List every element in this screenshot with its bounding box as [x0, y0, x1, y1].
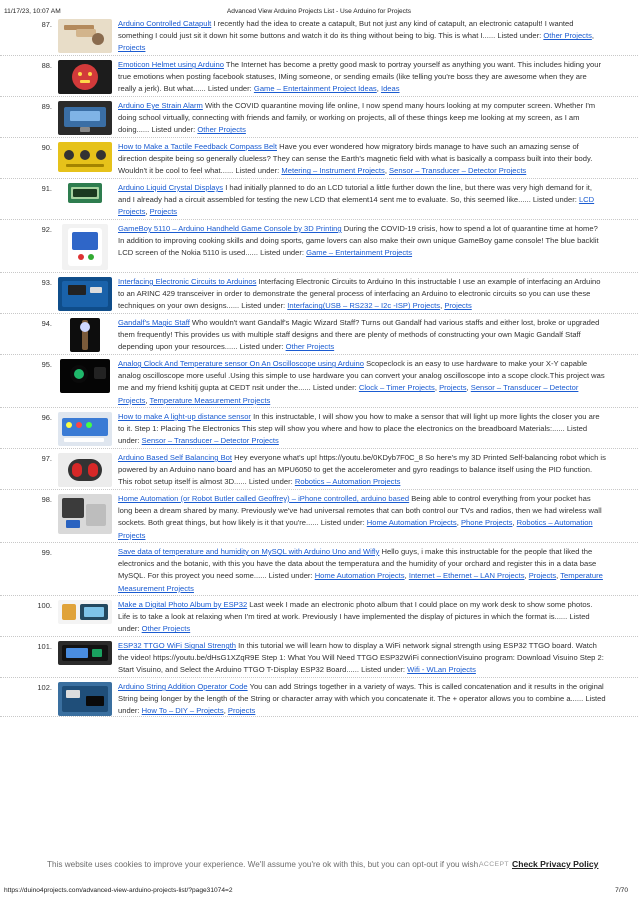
- thumbnail-detail: [66, 648, 88, 658]
- item-description: [118, 452, 606, 489]
- project-list-item: [0, 450, 638, 490]
- item-description: [118, 59, 606, 96]
- thumbnail-detail: [92, 33, 104, 45]
- category-link[interactable]: Ideas: [380, 84, 400, 94]
- photo-album-esp32-photo[interactable]: [58, 600, 112, 624]
- item-number: 88.: [41, 61, 52, 70]
- project-list-item: [0, 356, 638, 408]
- project-summary: With the COVID quarantine moving life online, I now spend many hours looking at my computer screen. Whether I'm doing school virtually, connecting with friends and family, or working on projects, all of these things keep me looking at my screen, as I am doing...... Listed under:: [118, 101, 596, 135]
- category-separator: ,: [223, 706, 228, 716]
- category-separator: ,: [384, 166, 390, 176]
- item-description: [118, 276, 606, 313]
- thumbnail-detail: [86, 422, 92, 428]
- thumbnail-detail: [64, 438, 104, 442]
- thumbnail-detail: [70, 111, 100, 121]
- thumbnail-detail: [68, 285, 86, 295]
- lcd-display-photo[interactable]: [68, 183, 102, 203]
- distance-sensor-photo[interactable]: [58, 412, 112, 446]
- thumbnail-detail: [86, 696, 104, 706]
- category-link[interactable]: Sensor – Transducer – Detector Projects: [389, 166, 527, 176]
- item-description: [118, 141, 606, 178]
- magic-staff-photo[interactable]: [70, 318, 100, 352]
- category-link[interactable]: How To – DIY – Projects: [141, 706, 224, 716]
- project-summary: During the COVID-19 crisis, how to spend a lot of quarantine time at home? In addition to improving cooking skills and doing sports, game lovers can also make their own unique GameBoy game console! The blue backlit LCD screen of the Nokia 5110 is used...... Listed under:: [118, 224, 599, 258]
- project-list-item: [0, 409, 638, 449]
- thumbnail-detail: [64, 150, 74, 160]
- project-summary: Interfacing Electronic Circuits to Arduino In this instructable I use an example of interfacing an Arduino to an ARINC 429 transceiver in order to demonstrate the general process of interfacing an Arduino to electronic circuits so you can use these techniques on your own designs...... Listed under:: [118, 277, 601, 311]
- print-timestamp: 11/17/23, 10:07 AM: [4, 8, 61, 15]
- category-link[interactable]: Metering – Instrument Projects: [281, 166, 385, 176]
- item-number: 91.: [41, 184, 52, 193]
- project-summary: In this tutorial we will learn how to display a WiFi network signal strength using ESP32 TTGO board. Watch the video! https://youtu.be/dHsG1XZqR9E Step 1: What You Will Need TTGO ESP32WiFi connectionVisuino program: Download Visuino Step 2: Start Visuino, and Select the Arduino TTGO T-Display ESP32 Board...... Listed under:: [118, 641, 604, 675]
- category-separator: ,: [556, 571, 561, 581]
- category-separator: ,: [404, 571, 409, 581]
- category-link[interactable]: Projects: [528, 571, 557, 581]
- compass-belt-photo[interactable]: [58, 142, 112, 172]
- gameboy-console-photo[interactable]: [62, 224, 108, 270]
- item-description: [118, 493, 606, 542]
- catapult-photo[interactable]: [58, 19, 112, 53]
- item-description: [118, 223, 606, 260]
- project-list-item: [0, 491, 638, 543]
- category-link[interactable]: Clock – Timer Projects: [358, 383, 435, 393]
- category-link[interactable]: Projects: [444, 301, 472, 311]
- item-description: [118, 317, 606, 354]
- project-title-link[interactable]: GameBoy 5110 – Arduino Handheld Game Console by 3D Printing: [118, 224, 342, 233]
- item-number: 96.: [41, 413, 52, 422]
- thumbnail-detail: [78, 254, 84, 260]
- project-list-item: [0, 221, 638, 273]
- item-description: [118, 599, 606, 636]
- item-number: 87.: [41, 20, 52, 29]
- emoticon-helmet-photo[interactable]: [58, 60, 112, 94]
- project-summary: Last week I made an electronic photo album that I could place on my work desk to show some photos. Life is to take a look at relaxing when I'm tired at work. Previously I have implemented the display of pictures in which the format is...... Listed under:: [118, 600, 593, 634]
- project-title-link[interactable]: ESP32 TTGO WiFi Signal Strength: [118, 641, 237, 650]
- thumbnail-detail: [76, 422, 82, 428]
- thumbnail-detail: [94, 367, 106, 379]
- category-separator: ,: [456, 518, 461, 528]
- category-link[interactable]: Projects: [227, 706, 256, 716]
- thumbnail-detail: [88, 72, 92, 76]
- thumbnail-detail: [88, 463, 98, 477]
- item-number: 92.: [41, 225, 52, 234]
- project-summary: The Internet has become a pretty good mask to portray yourself as anything you want. This includes hiding your true emotions when posting facebook statuses, IMing someone, or sending emails (like telling you're boss they are awesome when they are really a jerk). But what...... Listed under:: [118, 60, 602, 94]
- category-link[interactable]: Projects: [149, 207, 178, 217]
- project-list-item: [0, 180, 638, 220]
- thumbnail-detail: [66, 690, 80, 698]
- project-list: [0, 16, 638, 717]
- category-link[interactable]: LCD Projects: [118, 195, 595, 217]
- project-title-link[interactable]: Arduino Liquid Crystal Displays: [118, 183, 224, 192]
- print-url: https://duino4projects.com/advanced-view-arduino-projects-list/?page31074=2: [4, 887, 233, 894]
- item-description: [118, 100, 606, 137]
- thumbnail-detail: [96, 150, 106, 160]
- item-description: [118, 411, 606, 448]
- thumbnail-detail: [74, 369, 84, 379]
- project-title-link[interactable]: Gandalf's Magic Staff: [118, 318, 190, 327]
- item-number: 93.: [41, 278, 52, 287]
- category-separator: ,: [145, 207, 150, 217]
- oscilloscope-clock-photo[interactable]: [60, 359, 110, 393]
- thumbnail-detail: [80, 150, 90, 160]
- eye-strain-alarm-photo[interactable]: [58, 101, 112, 135]
- project-title-link[interactable]: How to Make a Tactile Feedback Compass Belt: [118, 142, 277, 151]
- project-title-link[interactable]: Arduino Controlled Catapult: [118, 19, 212, 28]
- thumbnail-detail: [80, 80, 90, 83]
- item-number: 89.: [41, 102, 52, 111]
- thumbnail-detail: [92, 649, 102, 657]
- thumbnail-detail: [86, 504, 106, 526]
- thumbnail-detail: [72, 463, 82, 477]
- project-title-link[interactable]: Home Automation (or Robot Butler called Geoffrey) – iPhone controlled, arduino based: [118, 494, 410, 503]
- item-description: [118, 546, 606, 595]
- ttgo-wifi-signal-photo[interactable]: [58, 641, 112, 665]
- category-separator: ,: [440, 301, 445, 311]
- category-link[interactable]: Interfacing(USB – RS232 – I2c -ISP) Projects: [287, 301, 441, 311]
- project-title-link[interactable]: How to make A light-up distance sensor: [118, 412, 251, 421]
- item-description: [118, 358, 606, 407]
- cookie-banner: [0, 854, 638, 876]
- thumbnail-detail: [66, 520, 80, 528]
- project-summary: Who wouldn't want Gandalf's Magic Wizard Staff? Turns out Gandalf had various staffs and either lost, broke or upgraded them frequently! This provides us with multiple staff designs and there are plenty of methods of constructing your own Magic Gandalf Staff depending upon your resources...... Listed under:: [118, 318, 600, 352]
- project-summary: I recently had the idea to create a catapult, But not just any kind of catapult, an electronic catapult! I wanted something I could just sit it down hit some buttons and watch it do its thing without being to big. This is what I...... Listed under:: [118, 19, 574, 41]
- project-list-item: [0, 98, 638, 138]
- project-list-item: [0, 274, 638, 314]
- item-number: 101.: [37, 642, 52, 651]
- category-separator: ,: [145, 395, 150, 405]
- project-list-item: [0, 315, 638, 355]
- project-summary: I had initially planned to do an LCD tutorial a little further down the line, but there was very high demand for it, and I already had a circuit assembled for testing the new LCD that element14 sent me to evaluate. So, this seemed like...... Listed under:: [118, 183, 593, 205]
- project-title-link[interactable]: Analog Clock And Temperature sensor On An Oscilloscope using Arduino: [118, 359, 364, 368]
- category-link[interactable]: Home Automation Projects: [314, 571, 405, 581]
- category-link[interactable]: Other Projects: [141, 624, 191, 634]
- category-link[interactable]: Sensor – Transducer – Detector Projects: [141, 436, 279, 446]
- project-summary: You can add Strings together in a variety of ways. This is called concatenation and it results in the original String being longer by the length of the String or character array with which you concatenate it. The + operator allows you to combine a...... Listed under:: [118, 682, 606, 716]
- thumbnail-detail: [84, 607, 104, 617]
- project-summary: Being able to control everything from your pocket has long been a dream shared by many. Previously we've had universal remotes that can both control our TVs and radios, then we had wireless wall sockets. Both great things, but how likely is it that you're...... Listed under:: [118, 494, 602, 528]
- print-page-title: Advanced View Arduino Projects List - Use Arduino for Projects: [226, 8, 412, 15]
- item-number: 97.: [41, 454, 52, 463]
- category-separator: ,: [591, 31, 595, 41]
- project-title-link[interactable]: Arduino String Addition Operator Code: [118, 682, 248, 691]
- item-number: 102.: [37, 683, 52, 692]
- cookie-accept-button[interactable]: ACCEPT: [479, 861, 509, 868]
- item-number: 95.: [41, 360, 52, 369]
- print-footer: [0, 883, 638, 903]
- project-summary: In this instructable, I will show you how to make a sensor that will light up more lights the closer you are to it. Step 1: Placing The Electronics This step will show you where and how to place the electronics on the breadboard Materials:...... Listed under:: [118, 412, 600, 446]
- item-number: 99.: [41, 548, 52, 557]
- category-link[interactable]: Robotics – Automation Projects: [294, 477, 401, 487]
- item-number: 98.: [41, 495, 52, 504]
- category-link[interactable]: Projects: [118, 43, 146, 53]
- category-link[interactable]: Sensor – Transducer – Detector Projects: [118, 383, 579, 405]
- thumbnail-detail: [80, 322, 90, 332]
- project-list-item: [0, 638, 638, 678]
- project-summary: Hey everyone what's up! https://youtu.be/0KDyb7F0C_8 So here's my 3D Printed Self-balancing robot which is powered by an Arduino nano board and has an MPU6050 to get the accelerometer and gyro readings to balance itself using the PID function. This robot setup itself is almost 3D...... Listed under:: [118, 453, 606, 487]
- print-page-number: 7/70: [615, 887, 628, 894]
- thumbnail-detail: [90, 287, 102, 293]
- project-summary: Scopeclock is an easy to use hardware to make your X-Y capable analog oscilloscope more useful .Using this simple to use hardware you can convert your analog oscilloscope into a scope clock.This project was me and my friend kshitij gupta at CEDT nsit under the...... Listed under:: [118, 359, 605, 393]
- thumbnail-detail: [72, 232, 98, 250]
- category-link[interactable]: Temperature Measurement Projects: [118, 571, 603, 593]
- project-summary: Hello guys, i make this instructable for the people that liked the electronics and the botanic, with this you have the data about the temperatura and the humidity of your orchard and register this in a data base MySQL. For this proyect you need some...... Listed under:: [118, 547, 597, 581]
- category-separator: ,: [376, 84, 381, 94]
- category-link[interactable]: Projects: [439, 383, 467, 393]
- item-number: 94.: [41, 319, 52, 328]
- thumbnail-detail: [78, 72, 82, 76]
- privacy-policy-link[interactable]: Check Privacy Policy: [512, 859, 599, 869]
- category-link[interactable]: Wifi - WLan Projects: [407, 665, 476, 675]
- thumbnail-detail: [80, 127, 90, 132]
- category-separator: ,: [512, 518, 517, 528]
- category-link[interactable]: Internet – Ethernet – LAN Projects: [408, 571, 525, 581]
- cookie-message: This website uses cookies to improve your experience. We'll assume you're ok with this, but you can opt-out if you wish.: [47, 860, 481, 869]
- project-title-link[interactable]: Make a Digital Photo Album by ESP32: [118, 600, 248, 609]
- category-link[interactable]: Temperature Measurement Projects: [149, 395, 271, 405]
- project-list-item: [0, 57, 638, 97]
- category-link[interactable]: Other Projects: [543, 31, 592, 41]
- thumbnail-detail: [62, 498, 84, 518]
- item-number: 90.: [41, 143, 52, 152]
- arduino-string-photo[interactable]: [58, 682, 112, 716]
- project-list-item: [0, 544, 638, 596]
- thumbnail-detail: [73, 189, 97, 197]
- category-separator: ,: [466, 383, 471, 393]
- thumbnail-detail: [66, 164, 104, 167]
- project-title-link[interactable]: Save data of temperature and humidity on MySQL with Arduino Uno and Wifly: [118, 547, 380, 556]
- project-title-link[interactable]: Arduino Based Self Balancing Bot: [118, 453, 232, 462]
- category-link[interactable]: Other Projects: [197, 125, 246, 135]
- project-list-item: [0, 16, 638, 56]
- category-link[interactable]: Game – Entertainment Projects: [306, 248, 413, 258]
- project-title-link[interactable]: Arduino Eye Strain Alarm: [118, 101, 203, 110]
- project-title-link[interactable]: Interfacing Electronic Circuits to Arduinos: [118, 277, 257, 286]
- project-summary: Have you ever wondered how migratory birds manage to have such an amazing sense of direction despite being so generally clueless? They can sense the Earth's magnetic field with what is basically a compass built into their body. Wouldn't it be cool to feel what...... Listed under:: [118, 142, 593, 176]
- category-link[interactable]: Home Automation Projects: [366, 518, 457, 528]
- item-description: [118, 681, 606, 718]
- project-title-link[interactable]: Emoticon Helmet using Arduino: [118, 60, 224, 69]
- category-link[interactable]: Game – Entertainment Project Ideas: [253, 84, 377, 94]
- arduino-mega-board-photo[interactable]: [58, 277, 112, 311]
- item-number: 100.: [37, 601, 52, 610]
- thumbnail-detail: [66, 422, 72, 428]
- thumbnail-detail: [72, 64, 98, 90]
- project-list-item: [0, 139, 638, 179]
- project-list-item: [0, 597, 638, 637]
- category-link[interactable]: Robotics – Automation Projects: [118, 518, 593, 540]
- category-separator: ,: [524, 571, 529, 581]
- item-description: [118, 18, 606, 55]
- category-separator: ,: [434, 383, 440, 393]
- balancing-bot-photo[interactable]: [58, 453, 112, 487]
- category-link[interactable]: Phone Projects: [460, 518, 513, 528]
- project-list-item: [0, 679, 638, 717]
- robot-butler-photo[interactable]: [58, 494, 112, 534]
- category-link[interactable]: Other Projects: [285, 342, 335, 352]
- item-description: [118, 182, 606, 219]
- thumbnail-detail: [88, 254, 94, 260]
- item-description: [118, 640, 606, 677]
- thumbnail-detail: [62, 604, 76, 620]
